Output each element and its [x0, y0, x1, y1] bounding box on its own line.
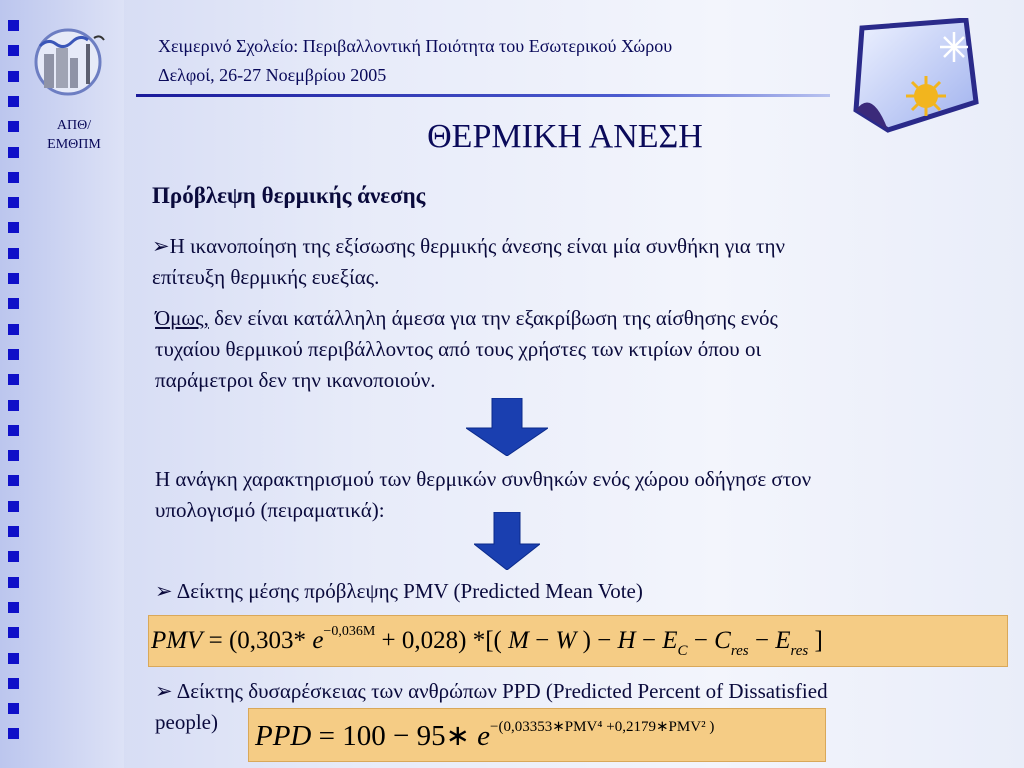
header-divider — [136, 94, 830, 97]
sidebar-square — [8, 551, 19, 562]
pmv-minus: − — [687, 627, 715, 654]
para2-line1-rest: δεν είναι κατάλληλη άμεσα για την εξακρίβωση της αίσθησης ενός — [208, 306, 778, 330]
sidebar-square — [8, 475, 19, 486]
sidebar-squares — [8, 0, 24, 768]
pmv-E: E — [662, 627, 678, 654]
pmv-eq: = (0,303* — [202, 627, 313, 654]
paragraph-2 — [155, 303, 985, 396]
sidebar-square — [8, 703, 19, 714]
pmv-sub-res: res — [790, 643, 809, 659]
sidebar-square — [8, 577, 19, 588]
sidebar-square — [8, 501, 19, 512]
pmv-sub-C: C — [677, 643, 688, 659]
sidebar-square — [8, 248, 19, 259]
pmv-E2: E — [775, 627, 791, 654]
para3-line2: υπολογισμό (πειραματικά): — [155, 498, 385, 522]
sidebar-square — [8, 349, 19, 360]
sidebar-square — [8, 222, 19, 233]
pmv-close: ] — [808, 627, 823, 654]
affiliation — [28, 116, 120, 154]
sidebar-square — [8, 526, 19, 537]
paragraph-3 — [155, 464, 995, 526]
sidebar-square — [8, 450, 19, 461]
ppd-item-line2: people) — [155, 710, 218, 734]
pmv-formula — [148, 615, 1008, 667]
pmv-M: M — [508, 627, 529, 654]
para2-line2: τυχαίου θερμικού περιβάλλοντος από τους χρήστες των κτιρίων όπου οι — [155, 337, 762, 361]
pmv-C: C — [714, 627, 731, 654]
ppd-eq: = 100 − 95∗ — [311, 720, 478, 752]
sidebar-square — [8, 71, 19, 82]
para1-line2: επίτευξη θερμικής ευεξίας. — [152, 265, 380, 289]
affiliation-line1: ΑΠΘ/ — [56, 118, 92, 133]
sidebar-square — [8, 627, 19, 638]
sidebar-square — [8, 172, 19, 183]
bullet-arrow-icon: ➢ — [155, 679, 173, 703]
sidebar-square — [8, 197, 19, 208]
pmv-item-text: Δείκτης μέσης πρόβλεψης PMV (Predicted Mean Vote) — [172, 579, 643, 603]
ppd-formula — [248, 708, 826, 762]
sidebar-square — [8, 45, 19, 56]
ppd-lhs: PPD — [255, 720, 312, 752]
para2-underlined-word: Όμως, — [155, 306, 209, 330]
pmv-exponent: −0,036M — [323, 624, 376, 639]
sidebar-square — [8, 20, 19, 31]
university-logo-icon — [30, 24, 112, 96]
para1-line1: Η ικανοποίηση της εξίσωσης θερμικής άνεσης είναι μία συνθήκη για την — [169, 234, 785, 258]
sidebar-square — [8, 728, 19, 739]
pmv-mid: + 0,028) *[( — [375, 627, 509, 654]
pmv-W: W — [555, 627, 577, 654]
sidebar-square — [8, 273, 19, 284]
ppd-e: e — [477, 720, 491, 752]
paragraph-1 — [152, 231, 982, 293]
sidebar-square — [8, 602, 19, 613]
ppd-item-line1: Δείκτης δυσαρέσκειας των ανθρώπων PPD (Predicted Percent of Dissatisfied — [172, 679, 828, 703]
sidebar-square — [8, 121, 19, 132]
pmv-e: e — [312, 627, 324, 654]
para3-line1: Η ανάγκη χαρακτηρισμού των θερμικών συνθηκών ενός χώρου οδήγησε στον — [155, 467, 812, 491]
sidebar-square — [8, 653, 19, 664]
ppd-exponent: −(0,03353∗PMV⁴ +0,2179∗PMV² ) — [490, 719, 715, 735]
sidebar-square — [8, 425, 19, 436]
header-line1: Χειμερινό Σχολείο: Περιβαλλοντική Ποιότητα του Εσωτερικού Χώρου — [158, 36, 673, 56]
slide-title: ΘΕΡΜΙΚΗ ΑΝΕΣΗ — [427, 118, 703, 155]
header-line2: Δελφοί, 26-27 Νοεμβρίου 2005 — [158, 65, 387, 85]
pmv-lhs: PMV — [151, 627, 203, 654]
sidebar-square — [8, 400, 19, 411]
sidebar-square — [8, 678, 19, 689]
pmv-sub-res: res — [730, 643, 749, 659]
sidebar-square — [8, 147, 19, 158]
sidebar-square — [8, 298, 19, 309]
pmv-minus: − — [748, 627, 776, 654]
down-arrow-icon — [474, 512, 540, 570]
sidebar-square — [8, 374, 19, 385]
bullet-arrow-icon: ➢ — [152, 234, 170, 258]
sidebar — [0, 0, 124, 768]
section-subtitle: Πρόβλεψη θερμικής άνεσης — [152, 183, 426, 208]
pmv-minus: − — [635, 627, 663, 654]
pmv-H: H — [617, 627, 636, 654]
pmv-item — [155, 576, 995, 607]
para2-line3: παράμετροι δεν την ικανοποιούν. — [155, 368, 436, 392]
thermal-comfort-emblem-icon — [848, 18, 986, 136]
pmv-minus: − — [528, 627, 556, 654]
affiliation-line2: ΕΜΘΠΜ — [47, 137, 101, 152]
pmv-paren: ) − — [576, 627, 618, 654]
down-arrow-icon — [466, 398, 548, 456]
bullet-arrow-icon: ➢ — [155, 579, 173, 603]
sidebar-square — [8, 324, 19, 335]
sidebar-square — [8, 96, 19, 107]
